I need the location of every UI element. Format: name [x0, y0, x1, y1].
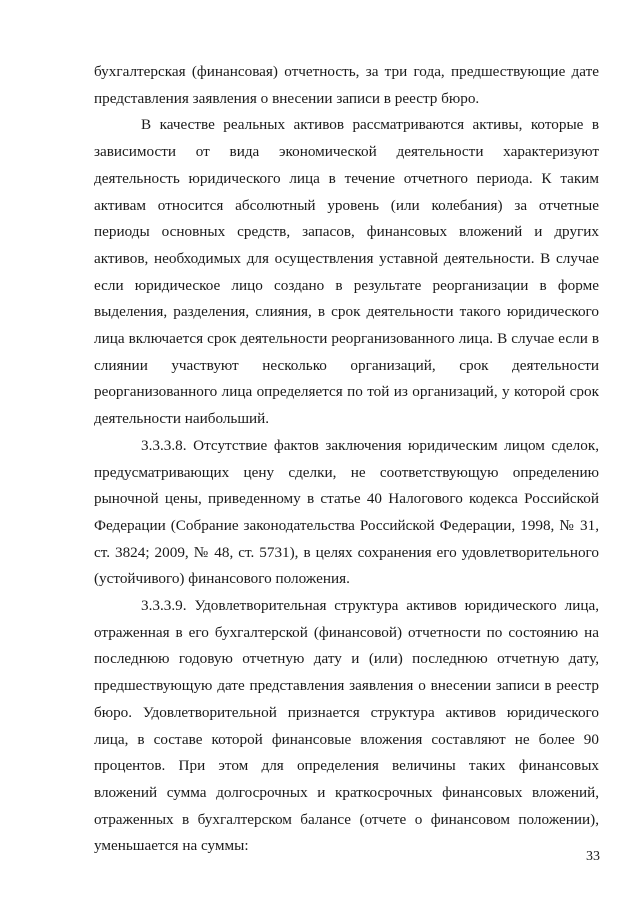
page-number: 33	[586, 849, 600, 864]
paragraph-real-assets: В качестве реальных активов рассматриваются активы, которые в зависимости от вида экономической деятельности характеризуют деятельность юридического лица в течение отчетного периода. К таким активам относится абсолютный уровень (или колебания) за отчетные периоды основных средств, запасов, финансовых вложений и других активов, необходимых для осуществления уставной деятельности. В случае если юридическое лицо создано в результате реорганизации в форме выделения, разделения, слияния, в срок деятельности такого юридического лица включается срок деятельности реорганизованного лица. В случае если в слиянии участвуют несколько организаций, срок деятельности реорганизованного лица определяется по той из организаций, у которой срок деятельности наибольший.	[94, 116, 599, 428]
paragraph-item-3-3-3-8: 3.3.3.8. Отсутствие фактов заключения юридическим лицом сделок, предусматривающих цену сделки, не соответствующую определению рыночной цены, приведенному в статье 40 Налогового кодекса Российской Федерации (Собрание законодательства Российской Федерации, 1998, № 31, ст. 3824; 2009, № 48, ст. 5731), в целях сохранения его удовлетворительного (устойчивого) финансового положения.	[94, 436, 599, 588]
paragraph-continuation: бухгалтерская (финансовая) отчетность, за три года, предшествующие дате представления заявления о внесении записи в реестр бюро.	[94, 63, 599, 107]
paragraph-item-3-3-3-9: 3.3.3.9. Удовлетворительная структура активов юридического лица, отраженная в его бухгалтерской (финансовой) отчетности по состоянию на последнюю годовую отчетную дату и (или) последнюю отчетную дату, предшествующую дате представления заявления о внесении записи в реестр бюро. Удовлетворительной признается структура активов юридического лица, в составе которой финансовые вложения составляют не более 90 процентов. При этом для определения величины таких финансовых вложений сумма долгосрочных и краткосрочных финансовых вложений, отраженных в бухгалтерском балансе (отчете о финансовом положении), уменьшается на суммы:	[94, 597, 599, 855]
document-body	[94, 59, 599, 860]
